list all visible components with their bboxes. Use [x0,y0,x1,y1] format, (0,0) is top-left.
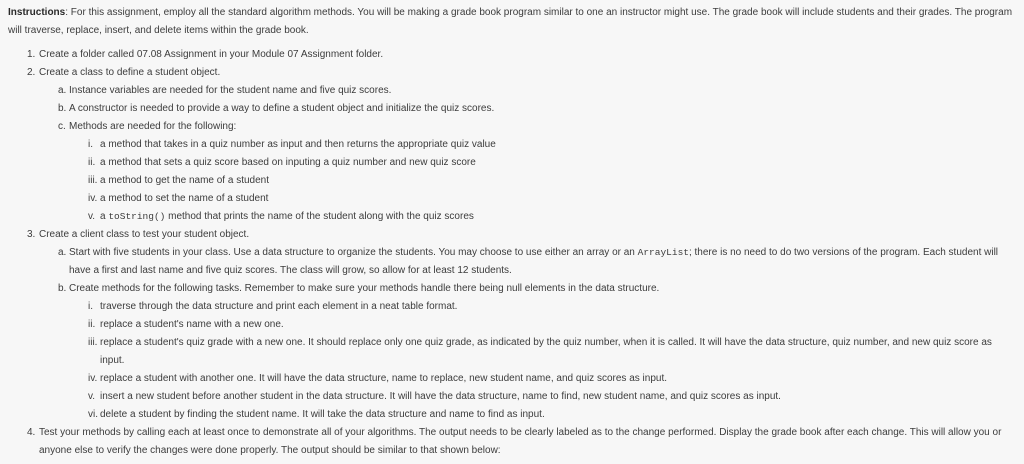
step-number: 3. [27,229,36,240]
code-tostring: toString() [108,211,166,222]
item-text: a method to get the name of a student [100,175,270,186]
item-text: replace a student's quiz grade with a new one. It should replace only one quiz grade, as indicated by the quiz number, when it is called. It will have the data structure, quiz number, and new quiz score as input. [100,337,992,366]
step-3 [8,226,1016,244]
item-text: a method to set the name of a student [100,193,269,204]
step-text: Test your methods by calling each at least once to demonstrate all of your algorithms. The output needs to be clearly labeled as to the change performed. Display the grade book after each change. This will allow you or anyone else to verify the changes were done properly. The output should be similar to that shown below: [39,427,1002,456]
step-3b-ii [8,316,1016,334]
step-3b-v [8,388,1016,406]
roman-numeral: iv. [88,373,98,384]
roman-numeral: iv. [88,193,98,204]
roman-numeral: iii. [88,175,98,186]
item-text: a method that sets a quiz score based on inputing a quiz number and new quiz score [100,157,476,168]
step-3b-iii [8,334,1016,370]
instructions-label: Instructions [8,7,66,18]
roman-numeral: v. [88,211,96,222]
substep-letter: c. [58,121,66,132]
step-text: Create a folder called 07.08 Assignment in your Module 07 Assignment folder. [39,49,384,60]
step-3b-vi [8,406,1016,424]
step-3b-iv [8,370,1016,388]
item-text: replace a student's name with a new one. [100,319,284,330]
item-text: replace a student with another one. It will have the data structure, name to replace, new student name, and quiz scores as input. [100,373,667,384]
step-number: 4. [27,427,36,438]
roman-numeral: vi. [88,409,98,420]
step-2a [8,82,1016,100]
instructions-paragraph [8,4,1016,40]
step-3b [8,280,1016,298]
roman-numeral: ii. [88,319,96,330]
item-text: delete a student by finding the student name. It will take the data structure and name to find as input. [100,409,545,420]
item-text: traverse through the data structure and print each element in a neat table format. [100,301,458,312]
item-text-pre: a [100,211,109,222]
code-arraylist: ArrayList [637,247,689,258]
step-3b-i [8,298,1016,316]
roman-numeral: iii. [88,337,98,348]
substep-text: A constructor is needed to provide a way to define a student object and initialize the quiz scores. [69,103,495,114]
substep-text-pre: Start with five students in your class. Use a data structure to organize the students. You may choose to use either an array or an [69,247,638,258]
substep-letter: a. [58,247,67,258]
roman-numeral: i. [88,139,93,150]
substep-text: Create methods for the following tasks. Remember to make sure your methods handle there being null elements in the data structure. [69,283,660,294]
item-text: insert a new student before another student in the data structure. It will have the data structure, name to find, new student name, and quiz scores as input. [100,391,781,402]
step-1 [8,46,1016,64]
step-text: Create a class to define a student object. [39,67,221,78]
roman-numeral: i. [88,301,93,312]
instructions-text: : For this assignment, employ all the standard algorithm methods. You will be making a grade book program similar to one an instructor might use. The grade book will include students and their grades. The program will traverse, replace, insert, and delete items within the grade book. [8,7,1013,36]
substep-letter: b. [58,283,67,294]
substep-text: Instance variables are needed for the student name and five quiz scores. [69,85,392,96]
substep-letter: b. [58,103,67,114]
step-2c-i [8,136,1016,154]
step-2b [8,100,1016,118]
step-2c-iii [8,172,1016,190]
step-2 [8,64,1016,82]
roman-numeral: v. [88,391,96,402]
item-text-post: method that prints the name of the student along with the quiz scores [165,211,474,222]
substep-letter: a. [58,85,67,96]
item-text: a method that takes in a quiz number as input and then returns the appropriate quiz value [100,139,496,150]
step-2c [8,118,1016,136]
roman-numeral: ii. [88,157,96,168]
steps-list [8,46,1016,460]
step-4 [8,424,1016,460]
step-2c-iv [8,190,1016,208]
step-3a [8,244,1016,280]
step-number: 2. [27,67,36,78]
substep-text-post: ; there is no need to do two versions of the program. Each student will have a first and last name and five quiz scores. The class will grow, so allow for at least 12 students. [69,247,999,276]
step-2c-v [8,208,1016,226]
step-2c-ii [8,154,1016,172]
step-text: Create a client class to test your student object. [39,229,250,240]
substep-text: Methods are needed for the following: [69,121,237,132]
step-number: 1. [27,49,36,60]
